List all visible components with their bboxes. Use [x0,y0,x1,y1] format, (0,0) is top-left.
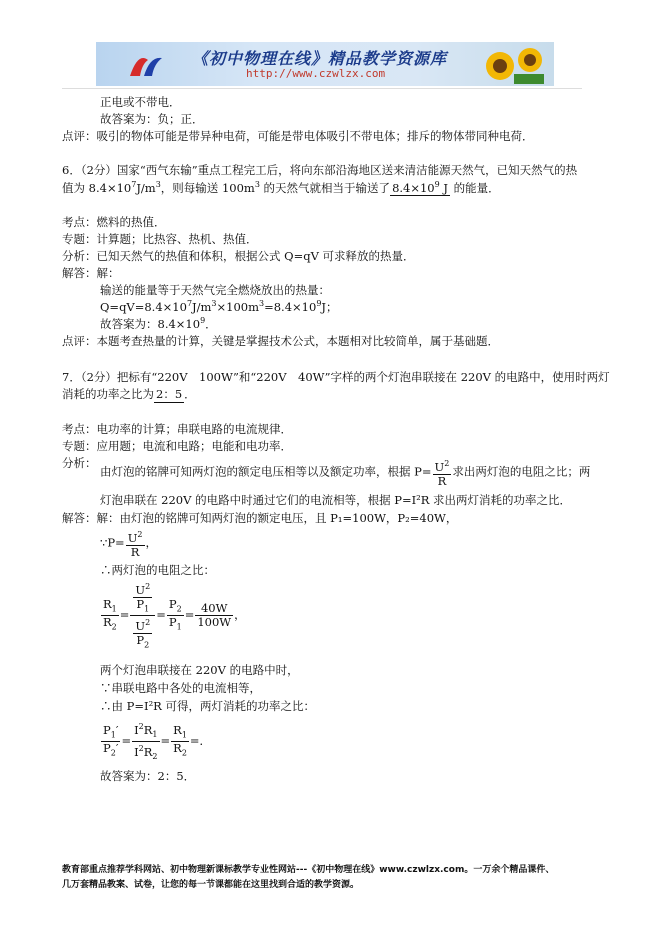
footer-line-2: 几万套精品教案、试卷，让您的每一节课都能在这里找到合适的教学资源。 [62,880,360,890]
q6-zhuanti: 专题：计算题；比热容、热机、热值． [62,232,258,246]
q7-kaodian: 考点：电功率的计算；串联电路的电流规律． [62,422,292,436]
q5-comment: 点评：吸引的物体可能是带异种电荷，可能是带电体吸引不带电体；排斥的物体带同种电荷． [62,129,534,143]
resistance-ratio-formula: $\frac{R_1}{R_2}$ = $\frac{\frac{U^2}{P_1}}{\frac{U^2}{P_2}}$ = $\frac{P_2}{P_1}$ = $\frac{40W}{100W}$ ， [103,582,246,650]
q6-fenxi: 分析：已知天然气的热值和体积，根据公式 Q=qV 可求释放的热量． [62,249,415,263]
q7-series-2: ∵串联电路中各处的电流相等， [100,681,261,695]
q5-answer: 故答案为：负；正． [100,112,204,126]
logo-icon [126,46,166,82]
q7-since: ∵P= $\frac{U^2}{R}$ ， [100,530,157,559]
q7-jieda: 解答：解：由灯泡的铭牌可知两灯泡的额定电压，且 P₁=100W，P₂=40W， [62,511,458,525]
q6-jieda: 解答：解： [62,266,120,280]
fraction-u2-over-r: $\frac{U^2}{R}$ [434,459,450,488]
q7-fenxi-label: 分析： [62,456,97,470]
q7-answer-blank: 2：5 [156,387,183,401]
q6-dianping: 点评：本题考查热量的计算，关键是掌握技术公式，本题相对比较简单，属于基础题． [62,334,499,348]
q7-series-3: ∴由 P=I²R 可得，两灯消耗的功率之比： [100,699,315,713]
q7-fenxi-1: 由灯泡的铭牌可知两灯泡的额定电压相等以及额定功率，根据 P= $\frac{U^2}{R}$ 求出两灯泡的电阻之比；两 [100,459,591,488]
sunflower-icon [478,44,548,86]
q7-stem-2: 消耗的功率之比为2：5． [62,387,196,401]
q7-zhuanti: 专题：应用题；电流和电路；电能和电功率． [62,439,292,453]
banner-url[interactable]: http://www.czwlzx.com [246,67,386,80]
q7-series-1: 两个灯泡串联接在 220V 的电路中时， [100,663,299,677]
q6-answer-blank: $8.4\times 10^9$ J [392,180,448,195]
q5-line: 正电或不带电． [100,95,181,109]
q7-therefore-1: ∴两灯泡的电阻之比： [100,563,215,577]
q7-fenxi-2: 灯泡串联在 220V 的电路中时通过它们的电流相等，根据 P=I²R 求出两灯消耗的功率之比． [100,493,572,507]
q7-answer: 故答案为：2：5． [100,769,196,783]
q6-kaodian: 考点：燃料的热值． [62,215,166,229]
q6-step-2: $Q=qV=8.4\times 10^7J/m^3\times 100m^3=8.4\times 10^9J$； [100,299,338,314]
footer-line-1: 教育部重点推荐学科网站、初中物理新课标教学专业性网站---《初中物理在线》www.czwlzx.com。一万余个精品课件、 [62,865,555,875]
header-banner [96,42,554,86]
q6-step-3: 故答案为：$8.4\times 10^9$． [100,316,217,331]
banner-title: 《初中物理在线》精品教学资源库 [192,49,448,68]
header-rule [62,88,582,89]
q7-stem-1: 7．（2分）把标有“220V 100W”和“220V 40W”字样的两个灯泡串联接在 220V 的电路中，使用时两灯 [62,370,610,384]
power-ratio-formula: $\frac{P_1'}{P_2'}$ = $\frac{I^2R_1}{I^2R_2}$ = $\frac{R_1}{R_2}$ =． [103,722,212,762]
q6-step-1: 输送的能量等于天然气完全燃烧放出的热量： [100,283,330,297]
q6-stem-2: 值为 $8.4\times 10^7J/m^3$，则每输送 $100m^3$ 的天然气就相当于输送了 $8.4\times 10^9$ J 的能量． [62,180,500,195]
q6-stem-1: 6．（2分）国家“西气东输”重点工程完工后，将向东部沿海地区送来清洁能源天然气，已知天然气的热 [62,163,578,177]
